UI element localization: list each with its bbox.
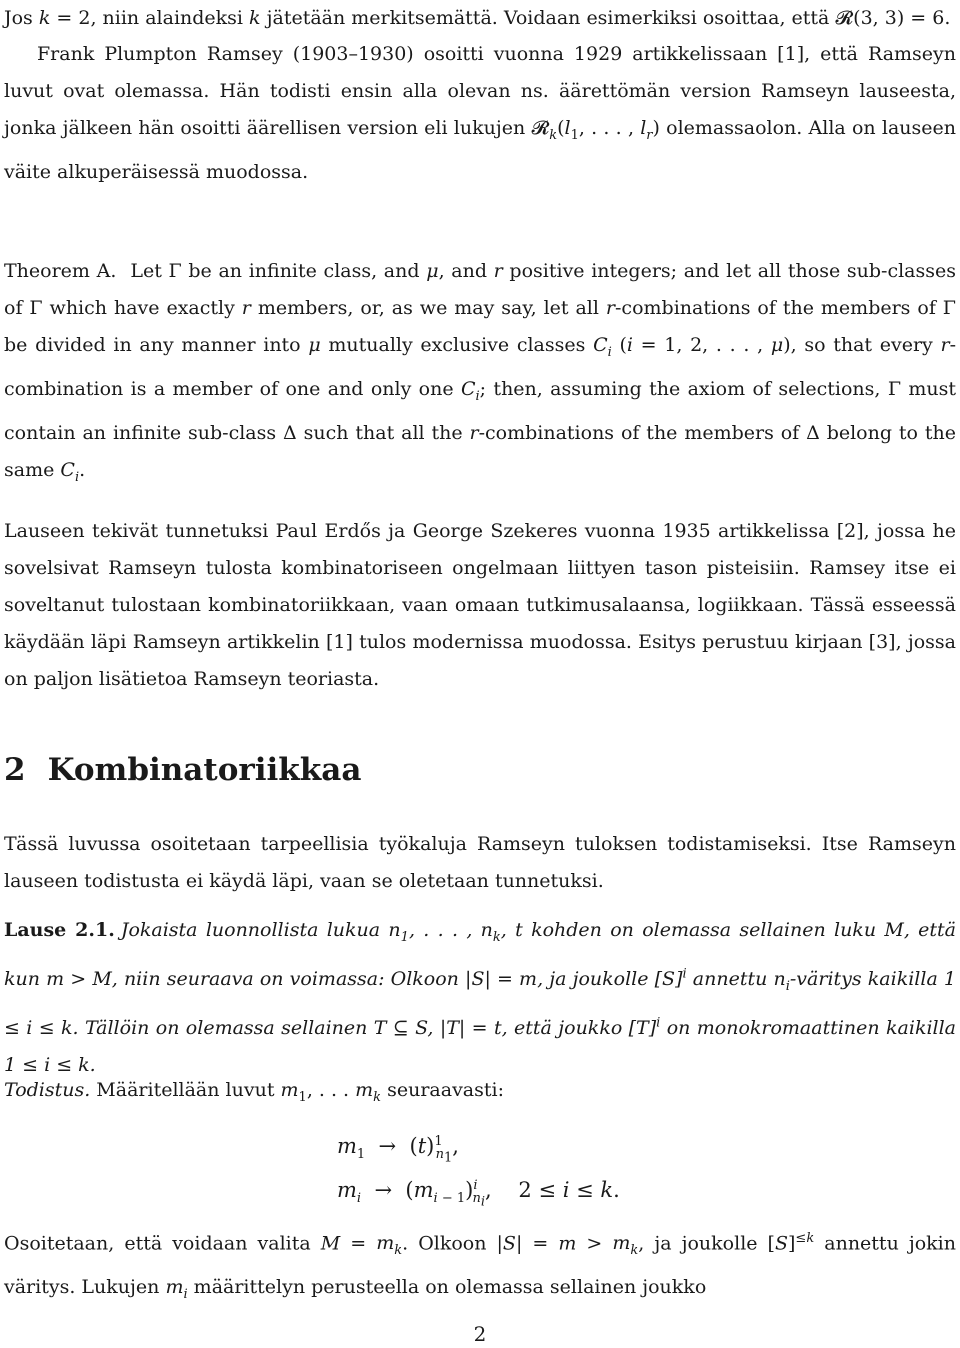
section-title: Kombinatoriikkaa	[47, 752, 362, 788]
proof-body: Määritellään luvut $m_1$, . . . $m_k$ seuraavasti:	[96, 1079, 504, 1105]
theorem-a	[4, 253, 956, 495]
theorem-body: Let Γ be an infinite class, and μ, and r positive integers; and let all those sub-classes of Γ which have exactly r members, or, as we may say, let all r-combinations of the members of Γ be divided in any manner into μ mutually exclusive classes $C_i$ (i = 1, 2, . . . , μ), so that every r-combination is a member of one and only one $C_i$; then, assuming the axiom of selections, Γ must contain an infinite sub-class Δ such that all the r-combinations of the members of Δ belong to the same $C_i$.	[4, 260, 956, 485]
paragraph-erdos-szekeres: Lauseen tekivät tunnetuksi Paul Erdős ja George Szekeres vuonna 1935 artikkelissa [2], jossa he sovelsivat Ramseyn tulosta kombinatoriseen ongelmaan liittyen tason pisteisiin. Ramsey itse ei soveltanut tulostaan kombinatoriikkaan, vaan omaan tutkimusalaansa, logiikkaan. Tässä esseessä käydään läpi Ramseyn artikkelin [1] tulos modernissa muodossa. Esitys perustuu kirjaan [3], jossa on paljon lisätietoa Ramseyn teoriasta.	[4, 520, 956, 690]
proof-start	[4, 1072, 956, 1116]
paragraph-ramsey-example: Jos k = 2, niin alaindeksi k jätetään merkitsemättä. Voidaan esimerkiksi osoittaa, että 𝓡(3, 3) = 6.	[4, 7, 951, 29]
lemma-2-1	[4, 912, 956, 1084]
page-number: 2	[473, 1322, 487, 1346]
paragraph-section-intro: Tässä luvussa osoitetaan tarpeellisia työkaluja Ramseyn tuloksen todistamiseksi. Itse Ramseyn lauseen todistusta ei käydä läpi, vaan se oletetaan tunnetuksi.	[4, 833, 956, 892]
proof-label: Todistus.	[4, 1079, 91, 1101]
paragraph-proof-continuation: Osoitetaan, että voidaan valita $M = m_k$. Olkoon $|S| = m > m_k$, ja joukolle $[S]^{\le k}$ annettu jokin väritys. Lukujen $m_i$ määrittelyn perusteella on olemassa sellainen joukko	[4, 1231, 956, 1302]
section-number: 2	[4, 752, 26, 788]
theorem-label: Theorem A.	[4, 260, 117, 282]
paragraph-ramsey-history: Frank Plumpton Ramsey (1903–1930) osoitti vuonna 1929 artikkelissaan [1], että Ramseyn luvut ovat olemassa. Hän todisti ensin alla olevan ns. äärettömän version Ramseyn lauseesta, jonka jälkeen hän osoitti äärellisen version eli lukujen $𝓡_k(l_1$, . . . , $l_r$) olemassaolon. Alla on lauseen väite alkuperäisessä muodossa.	[4, 43, 956, 183]
equation-m1: $m_1 \to (t)^1_{n_1}$,	[337, 1134, 459, 1166]
section-heading	[4, 752, 361, 788]
lemma-body: Jokaista luonnollista lukua $n_1$, . . . , $n_k$, t kohden on olemassa sellainen luku M, että kun m > M, niin seuraava on voimassa: Olkoon |S| = m, ja joukolle $[S]^i$ annettu $n_i$-väritys kaikilla 1 ≤ i ≤ k. Tällöin on olemassa sellainen T ⊆ S, |T| = t, että joukko $[T]^i$ on monokromaattinen kaikilla 1 ≤ i ≤ k.	[4, 919, 957, 1077]
lemma-label: Lause 2.1.	[4, 919, 115, 941]
equation-mi: $m_i \to (m_{i - 1})^i_{n_i}$, 2 ≤ i ≤ k.	[337, 1178, 620, 1210]
